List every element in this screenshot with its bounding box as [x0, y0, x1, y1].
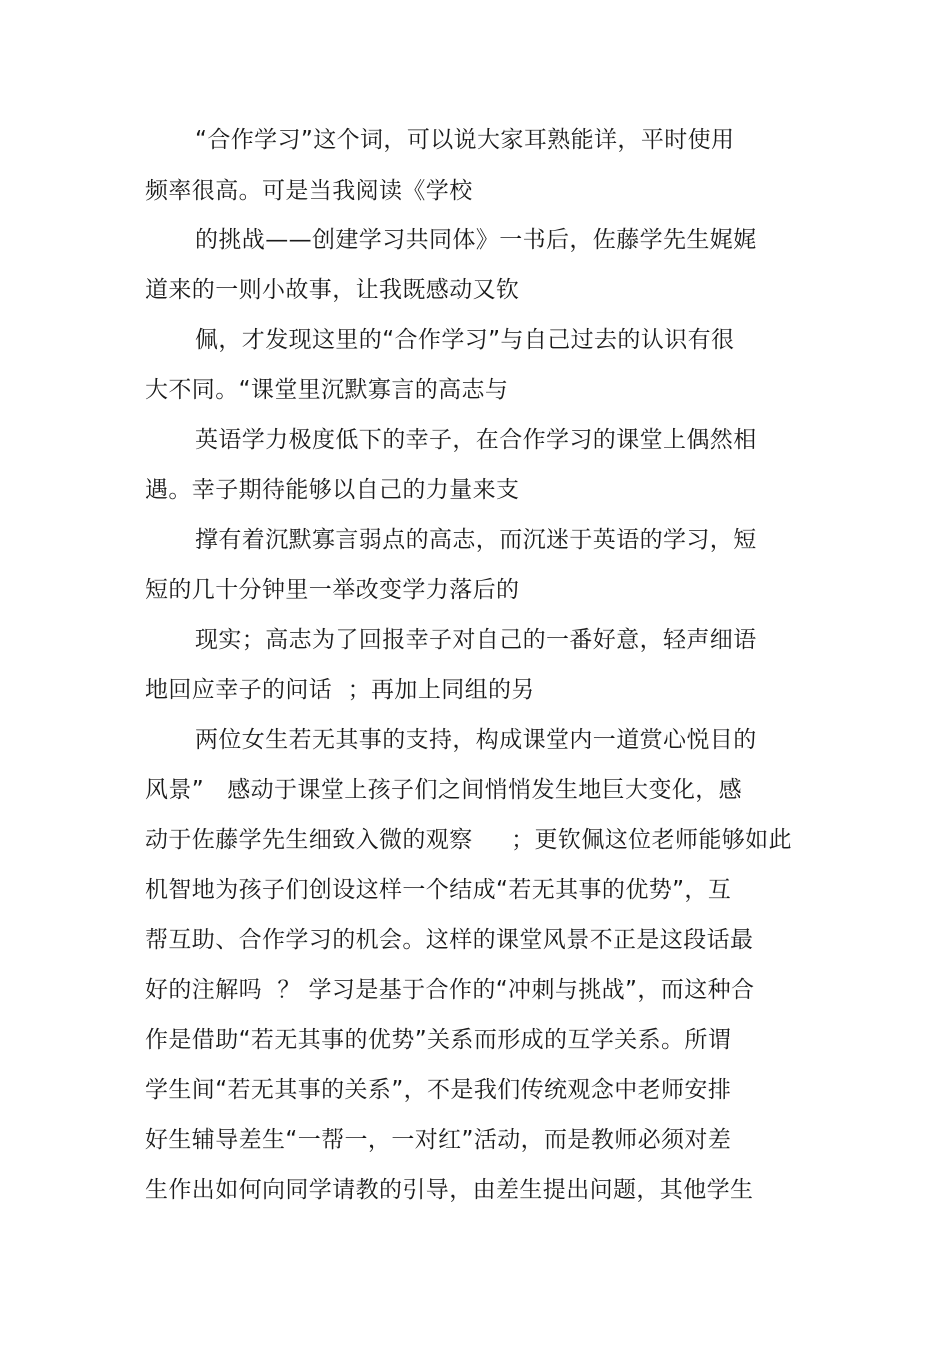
- paragraph-line: 遇。幸子期待能够以自己的力量来支: [145, 477, 520, 503]
- paragraph-line: 地回应幸子的问话 ；再加上同组的另: [145, 677, 535, 703]
- paragraph-line: 帮互助、合作学习的机会。这样的课堂风景不正是这段话最: [145, 927, 754, 953]
- paragraph-line: 作是借助“若无其事的优势”关系而形成的互学关系。所谓: [145, 1027, 732, 1053]
- paragraph-line: 撑有着沉默寡言弱点的高志，而沉迷于英语的学习，短: [195, 527, 757, 553]
- paragraph-line: 频率很高。可是当我阅读《学校: [145, 178, 473, 204]
- paragraph-line: 短的几十分钟里一举改变学力落后的: [145, 577, 520, 603]
- paragraph-line: 学生间“若无其事的关系”，不是我们传统观念中老师安排: [145, 1077, 732, 1103]
- paragraph-line: 动于佐藤学先生细致入微的观察 ；更钦佩这位老师能够如此: [145, 827, 792, 853]
- paragraph-line: 好的注解吗 ？ 学习是基于合作的“冲刺与挑战”，而这种合: [145, 977, 755, 1003]
- paragraph-line: “合作学习”这个词，可以说大家耳熟能详，平时使用: [195, 127, 735, 153]
- paragraph-line: 的挑战——创建学习共同体》一书后，佐藤学先生娓娓: [195, 227, 757, 253]
- paragraph-line: 两位女生若无其事的支持，构成课堂内一道赏心悦目的: [195, 727, 757, 753]
- paragraph-line: 生作出如何向同学请教的引导，由差生提出问题，其他学生: [145, 1177, 754, 1203]
- paragraph-line: 好生辅导差生“一帮一，一对红”活动，而是教师必须对差: [145, 1127, 732, 1153]
- paragraph-line: 机智地为孩子们创设这样一个结成“若无其事的优势”，互: [145, 877, 732, 903]
- paragraph-line: 大不同。“课堂里沉默寡言的高志与: [145, 377, 509, 403]
- paragraph-line: 风景” 感动于课堂上孩子们之间悄悄发生地巨大变化，感: [145, 777, 743, 803]
- paragraph-line: 英语学力极度低下的幸子，在合作学习的课堂上偶然相: [195, 427, 757, 453]
- paragraph-line: 现实；高志为了回报幸子对自己的一番好意，轻声细语: [195, 627, 757, 653]
- paragraph-line: 佩，才发现这里的“合作学习”与自己过去的认识有很: [195, 327, 735, 353]
- paragraph-line: 道来的一则小故事，让我既感动又钦: [145, 277, 520, 303]
